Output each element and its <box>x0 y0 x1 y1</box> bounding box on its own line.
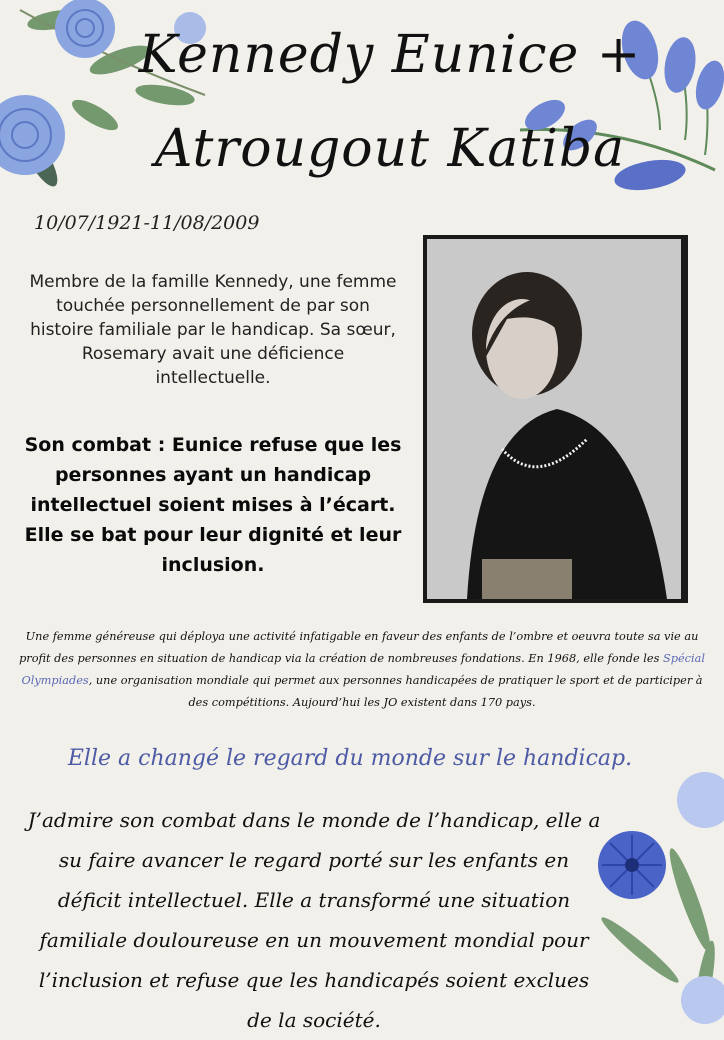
title-line-2: Atrougout Katiba <box>154 119 626 179</box>
headline: Elle a changé le regard du monde sur le handicap. <box>67 746 633 771</box>
intro-paragraph: Membre de la famille Kennedy, une femme touchée personnellement de par son histoire familiale par le handicap. Sa sœur, Rosemary avait une déficience intellectuelle. <box>29 272 397 388</box>
combat-paragraph: Son combat : Eunice refuse que les personnes ayant un handicap intellectuel soient mises à l’écart. Elle se bat pour leur dignité et leur inclusion. <box>24 434 402 576</box>
bio-text-2: , une organisation mondiale qui permet aux personnes handicapées de pratiquer le sport et de participer à des compétitions. Aujourd’hui les JO existent dans 170 pays. <box>88 674 703 709</box>
page-title <box>130 8 650 196</box>
life-dates: 10/07/1921-11/08/2009 <box>34 212 260 234</box>
special-olympics-link[interactable]: Spécial Olympiades <box>21 652 705 687</box>
title-line-1: Kennedy Eunice + <box>138 25 642 85</box>
bio-paragraph <box>18 626 706 714</box>
personal-quote: J’admire son combat dans le monde de l’handicap, elle a su faire avancer le regard porté sur les enfants en déficit intellectuel. Elle a transformé une situation familiale douloureuse en un mouvement mondial pour l’inclusion et refuse que les handicapés soient exclues de la société. <box>27 808 601 1032</box>
portrait-photo <box>423 235 688 603</box>
bio-text-1: Une femme généreuse qui déploya une activité infatigable en faveur des enfants de l’ombre et oeuvra toute sa vie au profit des personnes en situation de handicap via la création de nombreuses fondations. En 1968, elle fonde les <box>19 630 699 665</box>
portrait-figure <box>427 239 681 599</box>
